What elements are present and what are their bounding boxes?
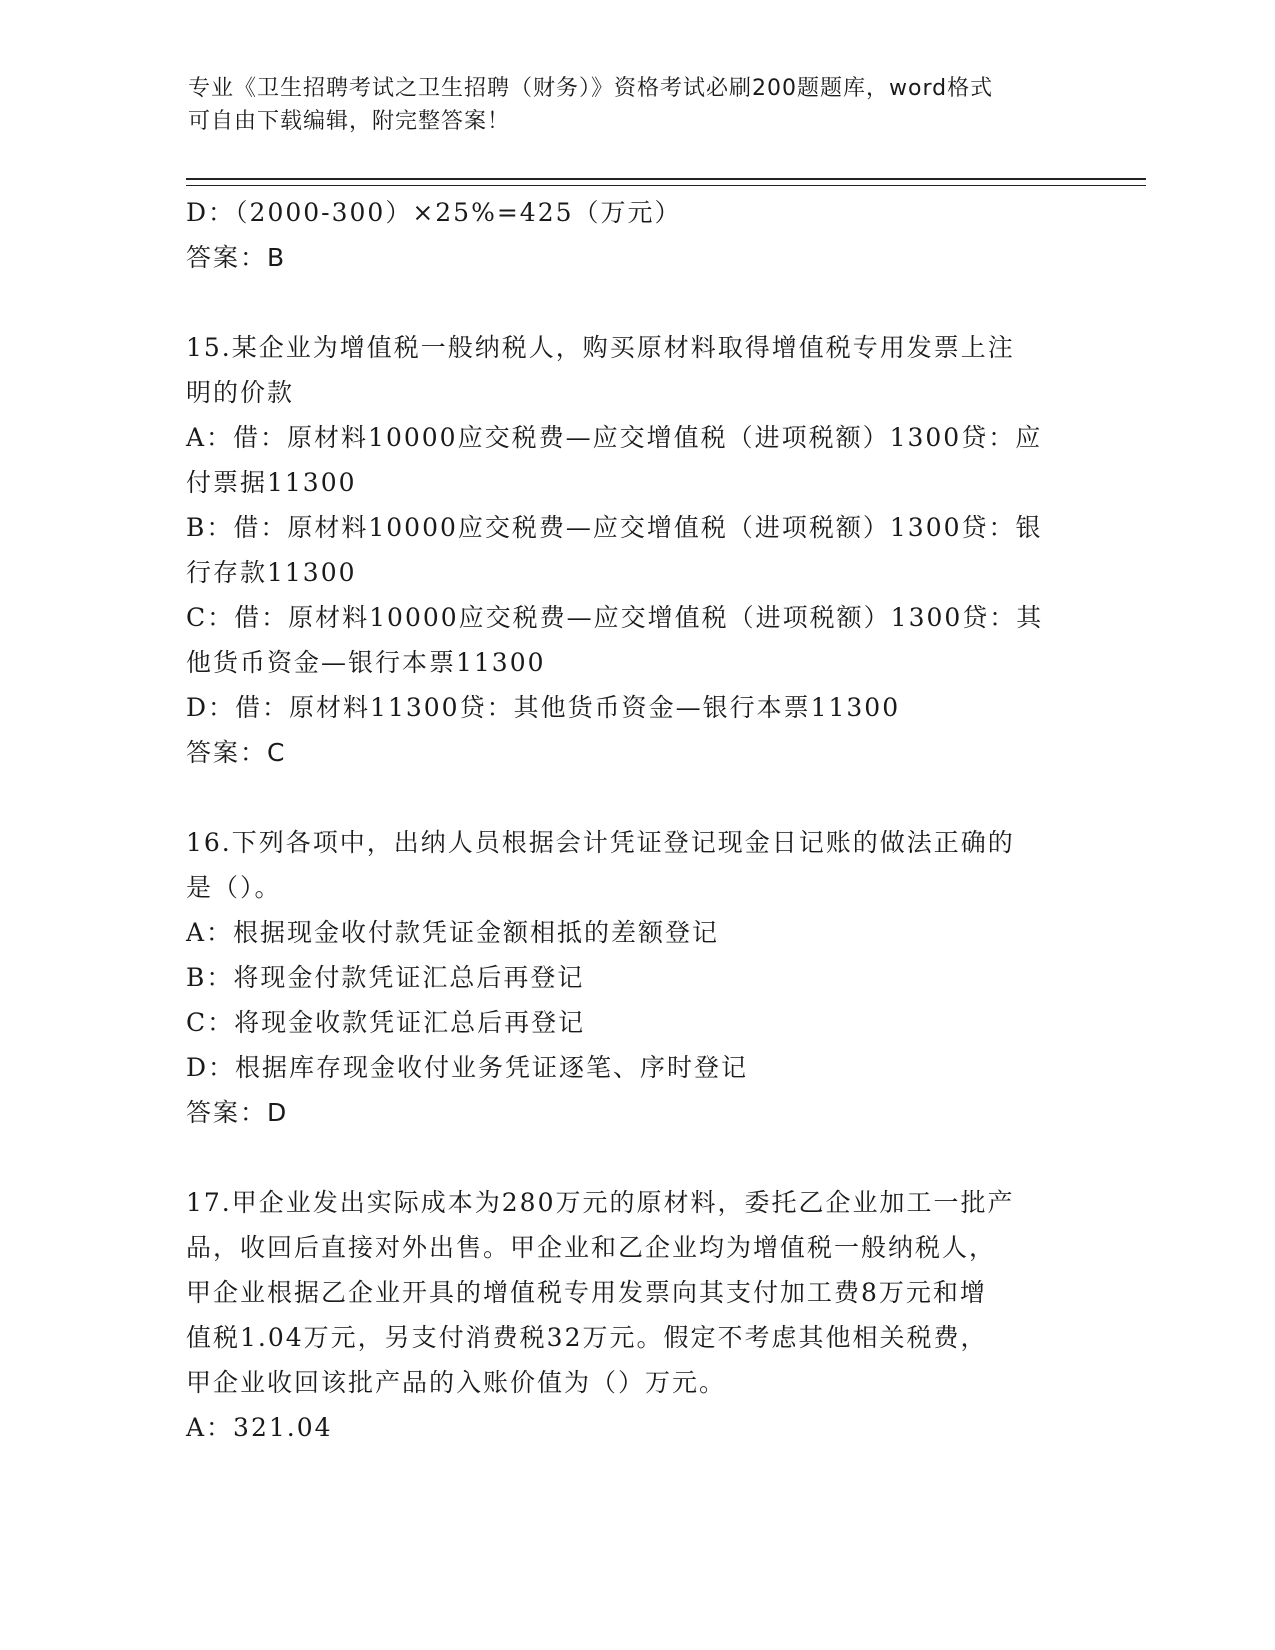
q15-answer: 答案：C xyxy=(186,738,287,767)
q17-stem-line-5: 甲企业收回该批产品的入账价值为（）万元。 xyxy=(186,1368,727,1397)
q15-option-c-line-2: 他货币资金—银行本票11300 xyxy=(186,648,546,677)
question-content xyxy=(186,190,1086,1450)
header-divider xyxy=(186,178,1146,186)
q14-answer: 答案：B xyxy=(186,243,287,272)
q15-option-b-line-1: B：借：原材料10000应交税费—应交增值税（进项税额）1300贷：银 xyxy=(186,513,1043,542)
q15-stem-line-1: 15.某企业为增值税一般纳税人，购买原材料取得增值税专用发票上注 xyxy=(186,333,1015,362)
spacer xyxy=(186,1135,1086,1180)
q17-stem-line-4: 值税1.04万元，另支付消费税32万元。假定不考虑其他相关税费， xyxy=(186,1323,988,1352)
q17-option-a: A：321.04 xyxy=(186,1413,333,1442)
q17-stem-line-2: 品，收回后直接对外出售。甲企业和乙企业均为增值税一般纳税人， xyxy=(186,1233,997,1262)
q15-option-d: D：借：原材料11300贷：其他货币资金—银行本票11300 xyxy=(186,693,901,722)
q16-option-a: A：根据现金收付款凭证金额相抵的差额登记 xyxy=(186,918,720,947)
q16-answer: 答案：D xyxy=(186,1098,289,1127)
q16-stem-line-1: 16.下列各项中，出纳人员根据会计凭证登记现金日记账的做法正确的 xyxy=(186,828,1015,857)
q17-stem-line-1: 17.甲企业发出实际成本为280万元的原材料，委托乙企业加工一批产 xyxy=(186,1188,1015,1217)
q15-stem-line-2: 明的价款 xyxy=(186,378,295,407)
q14-option-d: D：（2000-300）×25%=425（万元） xyxy=(186,198,682,227)
q15-option-a-line-1: A：借：原材料10000应交税费—应交增值税（进项税额）1300贷：应 xyxy=(186,423,1043,452)
q16-option-b: B：将现金付款凭证汇总后再登记 xyxy=(186,963,585,992)
q17-stem-line-3: 甲企业根据乙企业开具的增值税专用发票向其支付加工费8万元和增 xyxy=(186,1278,987,1307)
spacer xyxy=(186,280,1086,325)
q16-stem-line-2: 是（）。 xyxy=(186,873,282,902)
q15-option-a-line-2: 付票据11300 xyxy=(186,468,357,497)
header-line-1: 专业《卫生招聘考试之卫生招聘（财务）》资格考试必刷200题题库，word格式 xyxy=(188,76,994,101)
q16-option-c: C：将现金收款凭证汇总后再登记 xyxy=(186,1008,586,1037)
q15-option-c-line-1: C：借：原材料10000应交税费—应交增值税（进项税额）1300贷：其 xyxy=(186,603,1044,632)
header-line-2: 可自由下载编辑，附完整答案！ xyxy=(188,109,511,134)
document-header xyxy=(188,72,1088,138)
q16-option-d: D：根据库存现金收付业务凭证逐笔、序时登记 xyxy=(186,1053,749,1082)
q15-option-b-line-2: 行存款11300 xyxy=(186,558,357,587)
spacer xyxy=(186,775,1086,820)
